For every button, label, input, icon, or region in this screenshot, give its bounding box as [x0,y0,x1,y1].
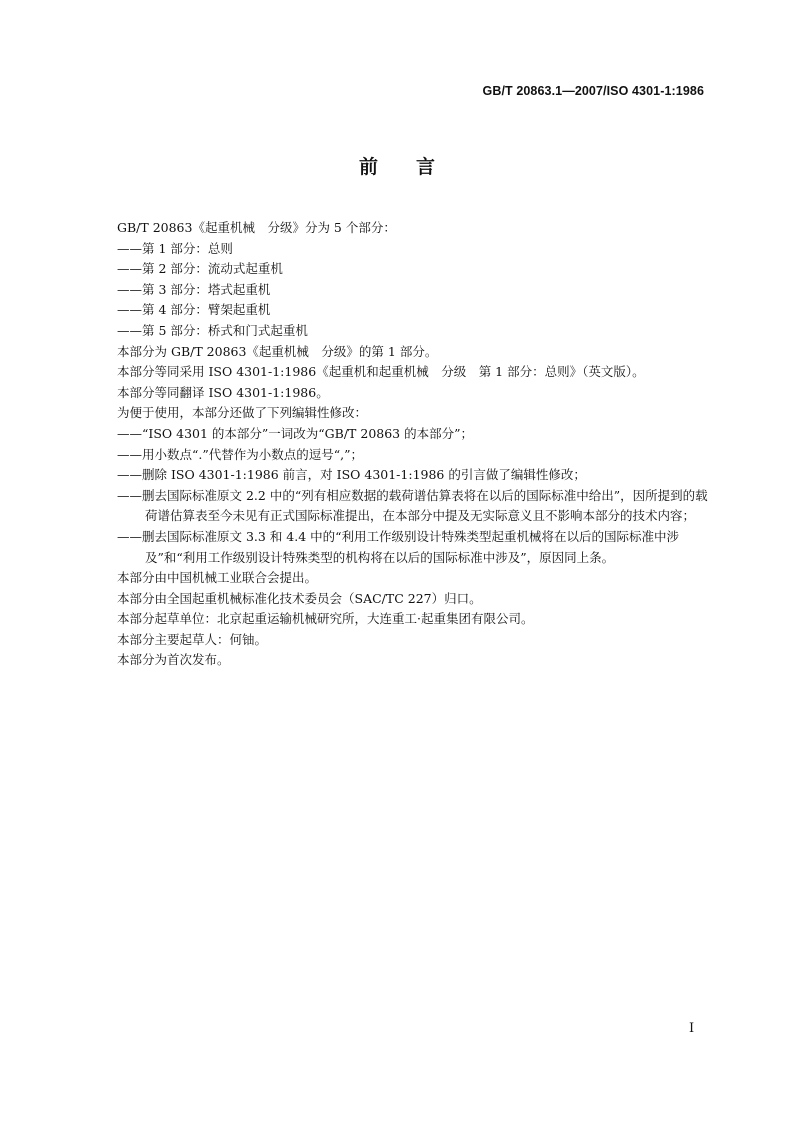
body-paragraph: 本部分起草单位：北京起重运输机械研究所，大连重工·起重集团有限公司。 [117,611,534,627]
document-body [117,218,709,671]
modification-list-item: ——删去国际标准原文 2.2 中的“列有相应数据的载荷谱估算表将在以后的国际标准中给出”，因所提到的载荷谱估算表至今未见有正式国际标准提出，在本部分中提及无实际意义且不影响本部分的技术内容； [117,487,708,524]
body-paragraph: 本部分等同采用 ISO 4301-1:1986《起重机和起重机械 分级 第 1 部分：总则》（英文版）。 [117,364,645,380]
part-list-item: ——第 3 部分：塔式起重机 [117,281,271,297]
body-paragraph: 本部分由全国起重机械标准化技术委员会（SAC/TC 227）归口。 [117,590,482,606]
body-paragraph: 本部分由中国机械工业联合会提出。 [117,570,318,586]
part-list-item: ——第 2 部分：流动式起重机 [117,261,283,277]
page-title: 前 言 [358,156,435,178]
body-paragraph: 本部分主要起草人：何铀。 [117,631,268,647]
modification-list-item: ——删去国际标准原文 3.3 和 4.4 中的“利用工作级别设计特殊类型起重机械将在以后的国际标准中涉及”和“利用工作级别设计特殊类型的机构将在以后的国际标准中涉及”，原因同上条。 [117,528,680,565]
body-paragraph: 本部分等同翻译 ISO 4301-1:1986。 [117,384,329,400]
modification-list-item: ——用小数点“.”代替作为小数点的逗号“,”； [117,446,364,462]
modification-list-item: ——“ISO 4301 的本部分”一词改为“GB/T 20863 的本部分”； [117,425,474,441]
part-list-item: ——第 1 部分：总则 [117,240,233,256]
page-number: I [689,1021,695,1036]
part-list-item: ——第 4 部分：臂架起重机 [117,302,271,318]
body-paragraph: 本部分为首次发布。 [117,652,230,668]
part-list-item: ——第 5 部分：桥式和门式起重机 [117,322,308,338]
modification-list-item: ——删除 ISO 4301-1:1986 前言，对 ISO 4301-1:1986 的引言做了编辑性修改； [117,467,586,483]
body-paragraph: 为便于使用，本部分还做了下列编辑性修改： [117,405,368,421]
standard-number-header: GB/T 20863.1—2007/ISO 4301-1:1986 [482,84,704,98]
intro-paragraph: GB/T 20863《起重机械 分级》分为 5 个部分： [117,220,396,235]
body-paragraph: 本部分为 GB/T 20863《起重机械 分级》的第 1 部分。 [117,343,438,359]
